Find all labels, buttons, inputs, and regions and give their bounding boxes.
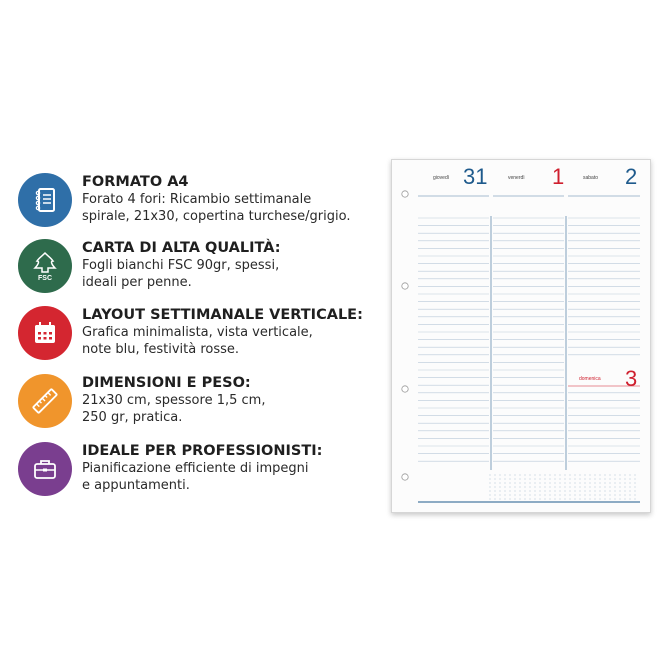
notes-dot bbox=[604, 490, 605, 491]
notes-dot bbox=[554, 490, 555, 491]
notes-dot bbox=[494, 494, 495, 495]
notes-dot bbox=[594, 498, 595, 499]
notes-dot bbox=[609, 498, 610, 499]
notes-dot bbox=[534, 478, 535, 479]
notes-dot bbox=[504, 474, 505, 475]
notes-dot bbox=[559, 490, 560, 491]
notes-dot bbox=[604, 478, 605, 479]
notes-dot bbox=[594, 474, 595, 475]
day-label-saturday: sabato bbox=[583, 175, 599, 181]
day-number-friday: 1 bbox=[552, 164, 565, 189]
notes-dot bbox=[584, 486, 585, 487]
notes-dot bbox=[634, 478, 635, 479]
notes-dot bbox=[599, 498, 600, 499]
notes-dot bbox=[539, 490, 540, 491]
notes-dot bbox=[539, 482, 540, 483]
notes-dot bbox=[579, 474, 580, 475]
notes-dot bbox=[629, 482, 630, 483]
notes-dot bbox=[614, 482, 615, 483]
notes-dot bbox=[504, 490, 505, 491]
notes-dot bbox=[529, 482, 530, 483]
notes-dot bbox=[614, 498, 615, 499]
notes-dot bbox=[619, 490, 620, 491]
weekly-planner-page bbox=[391, 159, 651, 513]
notes-dot bbox=[619, 498, 620, 499]
notes-dot bbox=[524, 478, 525, 479]
notes-dot bbox=[529, 494, 530, 495]
day-number-saturday: 2 bbox=[625, 164, 638, 189]
notes-dot bbox=[544, 474, 545, 475]
notes-dot bbox=[544, 478, 545, 479]
binder-hole bbox=[402, 474, 408, 480]
notes-dot bbox=[549, 490, 550, 491]
feature-title: LAYOUT SETTIMANALE VERTICALE: bbox=[82, 307, 363, 323]
notes-dot bbox=[574, 494, 575, 495]
notes-dot bbox=[579, 478, 580, 479]
notes-dot bbox=[609, 482, 610, 483]
notes-dot bbox=[549, 482, 550, 483]
notes-dot bbox=[619, 486, 620, 487]
notes-dot bbox=[524, 482, 525, 483]
notes-dot bbox=[609, 490, 610, 491]
notes-dot bbox=[604, 494, 605, 495]
notes-dot bbox=[604, 498, 605, 499]
notes-dot bbox=[579, 486, 580, 487]
notes-dot bbox=[514, 486, 515, 487]
notes-dot bbox=[629, 490, 630, 491]
notes-dot bbox=[499, 478, 500, 479]
notes-dot bbox=[624, 490, 625, 491]
notes-dot bbox=[534, 498, 535, 499]
feature-carta bbox=[18, 239, 378, 299]
notes-dot bbox=[559, 486, 560, 487]
notes-dot bbox=[604, 474, 605, 475]
notes-dot bbox=[509, 486, 510, 487]
feature-body: Pianificazione efficiente di impegni e appuntamenti. bbox=[82, 461, 309, 493]
notes-dot bbox=[579, 490, 580, 491]
notes-dot bbox=[554, 486, 555, 487]
notes-dot bbox=[554, 478, 555, 479]
notes-dot bbox=[579, 482, 580, 483]
notes-dot bbox=[489, 474, 490, 475]
notes-dot bbox=[609, 494, 610, 495]
notes-dot bbox=[559, 494, 560, 495]
notes-dot bbox=[574, 478, 575, 479]
notes-dot bbox=[529, 490, 530, 491]
notes-dot bbox=[629, 474, 630, 475]
notes-dot bbox=[559, 482, 560, 483]
notes-dot bbox=[529, 474, 530, 475]
notes-dot bbox=[564, 474, 565, 475]
calendar-icon bbox=[18, 306, 72, 360]
notes-dot bbox=[544, 494, 545, 495]
feature-ideale bbox=[18, 442, 378, 502]
day-label-thursday: giovedì bbox=[433, 175, 450, 181]
spiral-notebook-icon bbox=[18, 173, 72, 227]
notes-dot bbox=[499, 498, 500, 499]
notes-dot bbox=[564, 498, 565, 499]
notes-dot bbox=[579, 494, 580, 495]
notes-dot bbox=[574, 482, 575, 483]
notes-dot bbox=[539, 478, 540, 479]
notes-dot bbox=[619, 494, 620, 495]
planner-grid bbox=[392, 160, 650, 512]
notes-dot bbox=[624, 498, 625, 499]
notes-dot bbox=[524, 494, 525, 495]
notes-dot bbox=[604, 482, 605, 483]
notes-dot bbox=[614, 486, 615, 487]
notes-dot bbox=[584, 478, 585, 479]
notes-dot bbox=[589, 474, 590, 475]
notes-dot bbox=[504, 482, 505, 483]
feature-dimensioni bbox=[18, 374, 378, 434]
notes-dot bbox=[619, 474, 620, 475]
binder-hole bbox=[402, 191, 408, 197]
notes-dot bbox=[534, 474, 535, 475]
notes-dot bbox=[554, 498, 555, 499]
notes-dot bbox=[524, 498, 525, 499]
notes-dot bbox=[609, 474, 610, 475]
notes-dot bbox=[589, 486, 590, 487]
feature-formato bbox=[18, 173, 378, 233]
notes-dot bbox=[634, 490, 635, 491]
notes-dot bbox=[524, 486, 525, 487]
notes-dot bbox=[559, 474, 560, 475]
notes-dot bbox=[549, 478, 550, 479]
notes-dot bbox=[624, 494, 625, 495]
day-label-friday: venerdì bbox=[508, 175, 525, 181]
notes-dot bbox=[589, 482, 590, 483]
notes-dot bbox=[614, 494, 615, 495]
notes-dot bbox=[514, 498, 515, 499]
notes-dot bbox=[494, 498, 495, 499]
notes-dot bbox=[524, 474, 525, 475]
notes-dot bbox=[589, 478, 590, 479]
notes-dot bbox=[634, 486, 635, 487]
notes-dot bbox=[489, 490, 490, 491]
notes-dot bbox=[634, 482, 635, 483]
notes-dot bbox=[619, 482, 620, 483]
notes-dot bbox=[494, 478, 495, 479]
notes-dot bbox=[569, 498, 570, 499]
notes-dot bbox=[564, 490, 565, 491]
notes-dot bbox=[574, 490, 575, 491]
notes-dot bbox=[599, 478, 600, 479]
notes-dot bbox=[534, 494, 535, 495]
notes-dot bbox=[529, 478, 530, 479]
notes-dot bbox=[549, 486, 550, 487]
notes-dot bbox=[629, 486, 630, 487]
notes-dot bbox=[629, 498, 630, 499]
notes-dot bbox=[584, 498, 585, 499]
notes-dot bbox=[599, 486, 600, 487]
notes-dot bbox=[564, 486, 565, 487]
notes-dot bbox=[624, 486, 625, 487]
notes-dot bbox=[624, 482, 625, 483]
notes-dot bbox=[544, 486, 545, 487]
binder-hole bbox=[402, 283, 408, 289]
notes-dot bbox=[584, 474, 585, 475]
notes-dot bbox=[544, 498, 545, 499]
notes-dot bbox=[594, 490, 595, 491]
notes-dot bbox=[599, 494, 600, 495]
notes-dot bbox=[509, 478, 510, 479]
notes-dot bbox=[514, 482, 515, 483]
notes-dot bbox=[584, 490, 585, 491]
notes-dot bbox=[549, 498, 550, 499]
notes-dot bbox=[539, 494, 540, 495]
notes-dot bbox=[489, 482, 490, 483]
notes-dot bbox=[509, 498, 510, 499]
notes-dot bbox=[574, 498, 575, 499]
day-number-thursday: 31 bbox=[463, 164, 488, 189]
notes-dot bbox=[514, 474, 515, 475]
notes-dot bbox=[569, 478, 570, 479]
feature-title: DIMENSIONI E PESO: bbox=[82, 375, 251, 391]
notes-dot bbox=[604, 486, 605, 487]
notes-dot bbox=[564, 482, 565, 483]
notes-dot bbox=[584, 494, 585, 495]
notes-dot bbox=[509, 490, 510, 491]
notes-dot bbox=[519, 494, 520, 495]
notes-dot bbox=[609, 486, 610, 487]
notes-dot bbox=[499, 474, 500, 475]
notes-dot bbox=[489, 494, 490, 495]
notes-dot bbox=[514, 478, 515, 479]
notes-dot bbox=[619, 478, 620, 479]
notes-dot bbox=[494, 482, 495, 483]
notes-dot bbox=[494, 490, 495, 491]
feature-layout bbox=[18, 306, 378, 366]
day-number-sunday: 3 bbox=[625, 366, 638, 391]
notes-dot bbox=[504, 494, 505, 495]
notes-dot bbox=[614, 478, 615, 479]
ruler-icon bbox=[18, 374, 72, 428]
notes-dot bbox=[634, 494, 635, 495]
feature-body: Fogli bianchi FSC 90gr, spessi, ideali per penne. bbox=[82, 258, 280, 290]
notes-dot bbox=[504, 486, 505, 487]
notes-dot bbox=[569, 486, 570, 487]
notes-dot bbox=[504, 478, 505, 479]
binder-hole bbox=[402, 386, 408, 392]
notes-dot bbox=[544, 482, 545, 483]
notes-dot bbox=[499, 490, 500, 491]
notes-dot bbox=[499, 494, 500, 495]
notes-dot bbox=[489, 478, 490, 479]
notes-dot bbox=[509, 494, 510, 495]
notes-dot bbox=[539, 486, 540, 487]
notes-dot bbox=[574, 486, 575, 487]
notes-dot bbox=[629, 494, 630, 495]
fsc-label: FSC bbox=[38, 275, 52, 282]
notes-dot bbox=[554, 494, 555, 495]
notes-dot bbox=[594, 478, 595, 479]
notes-dot bbox=[569, 490, 570, 491]
notes-dot bbox=[494, 486, 495, 487]
notes-dot bbox=[614, 490, 615, 491]
notes-dot bbox=[624, 478, 625, 479]
feature-title: IDEALE PER PROFESSIONISTI: bbox=[82, 443, 323, 459]
feature-body: 21x30 cm, spessore 1,5 cm, 250 gr, pratica. bbox=[82, 393, 266, 425]
notes-dot bbox=[564, 478, 565, 479]
notes-dot bbox=[624, 474, 625, 475]
notes-dot bbox=[609, 478, 610, 479]
notes-dot bbox=[574, 474, 575, 475]
notes-dot bbox=[534, 490, 535, 491]
notes-dot bbox=[539, 498, 540, 499]
notes-dot bbox=[539, 474, 540, 475]
notes-dot bbox=[549, 494, 550, 495]
notes-dot bbox=[589, 490, 590, 491]
notes-dot bbox=[594, 482, 595, 483]
notes-dot bbox=[529, 498, 530, 499]
notes-dot bbox=[599, 482, 600, 483]
notes-dot bbox=[634, 498, 635, 499]
notes-dot bbox=[569, 494, 570, 495]
notes-dot bbox=[594, 494, 595, 495]
notes-dot bbox=[519, 490, 520, 491]
notes-dot bbox=[599, 474, 600, 475]
notes-dot bbox=[519, 486, 520, 487]
notes-dot bbox=[549, 474, 550, 475]
notes-dot bbox=[519, 482, 520, 483]
notes-dot bbox=[519, 498, 520, 499]
notes-dot bbox=[569, 482, 570, 483]
briefcase-icon bbox=[18, 442, 72, 496]
notes-dot bbox=[499, 482, 500, 483]
notes-dot bbox=[554, 474, 555, 475]
notes-dot bbox=[594, 486, 595, 487]
notes-dot bbox=[519, 474, 520, 475]
notes-dot bbox=[599, 490, 600, 491]
notes-dot bbox=[584, 482, 585, 483]
notes-dot bbox=[534, 482, 535, 483]
fsc-tree-icon bbox=[18, 239, 72, 293]
notes-dot bbox=[579, 498, 580, 499]
notes-dot bbox=[509, 474, 510, 475]
notes-dot bbox=[509, 482, 510, 483]
notes-dot bbox=[559, 478, 560, 479]
notes-dot bbox=[589, 494, 590, 495]
notes-dot bbox=[514, 494, 515, 495]
notes-dot bbox=[554, 482, 555, 483]
feature-title: CARTA DI ALTA QUALITÀ: bbox=[82, 240, 281, 256]
notes-dot bbox=[504, 498, 505, 499]
notes-dot bbox=[499, 486, 500, 487]
feature-body: Forato 4 fori: Ricambio settimanale spirale, 21x30, copertina turchese/grigio. bbox=[82, 192, 351, 224]
notes-dot bbox=[629, 478, 630, 479]
notes-dot bbox=[614, 474, 615, 475]
day-label-sunday: domenica bbox=[579, 376, 601, 382]
notes-dot bbox=[534, 486, 535, 487]
notes-dot bbox=[514, 490, 515, 491]
notes-dot bbox=[589, 498, 590, 499]
notes-dot bbox=[559, 498, 560, 499]
notes-dot bbox=[519, 478, 520, 479]
notes-dot bbox=[564, 494, 565, 495]
notes-dot bbox=[489, 498, 490, 499]
notes-dot bbox=[494, 474, 495, 475]
feature-body: Grafica minimalista, vista verticale, note blu, festività rosse. bbox=[82, 325, 313, 357]
feature-title: FORMATO A4 bbox=[82, 174, 189, 190]
notes-dot bbox=[544, 490, 545, 491]
notes-dot bbox=[569, 474, 570, 475]
notes-dot bbox=[524, 490, 525, 491]
notes-dot bbox=[489, 486, 490, 487]
notes-dot bbox=[634, 474, 635, 475]
notes-dot bbox=[529, 486, 530, 487]
